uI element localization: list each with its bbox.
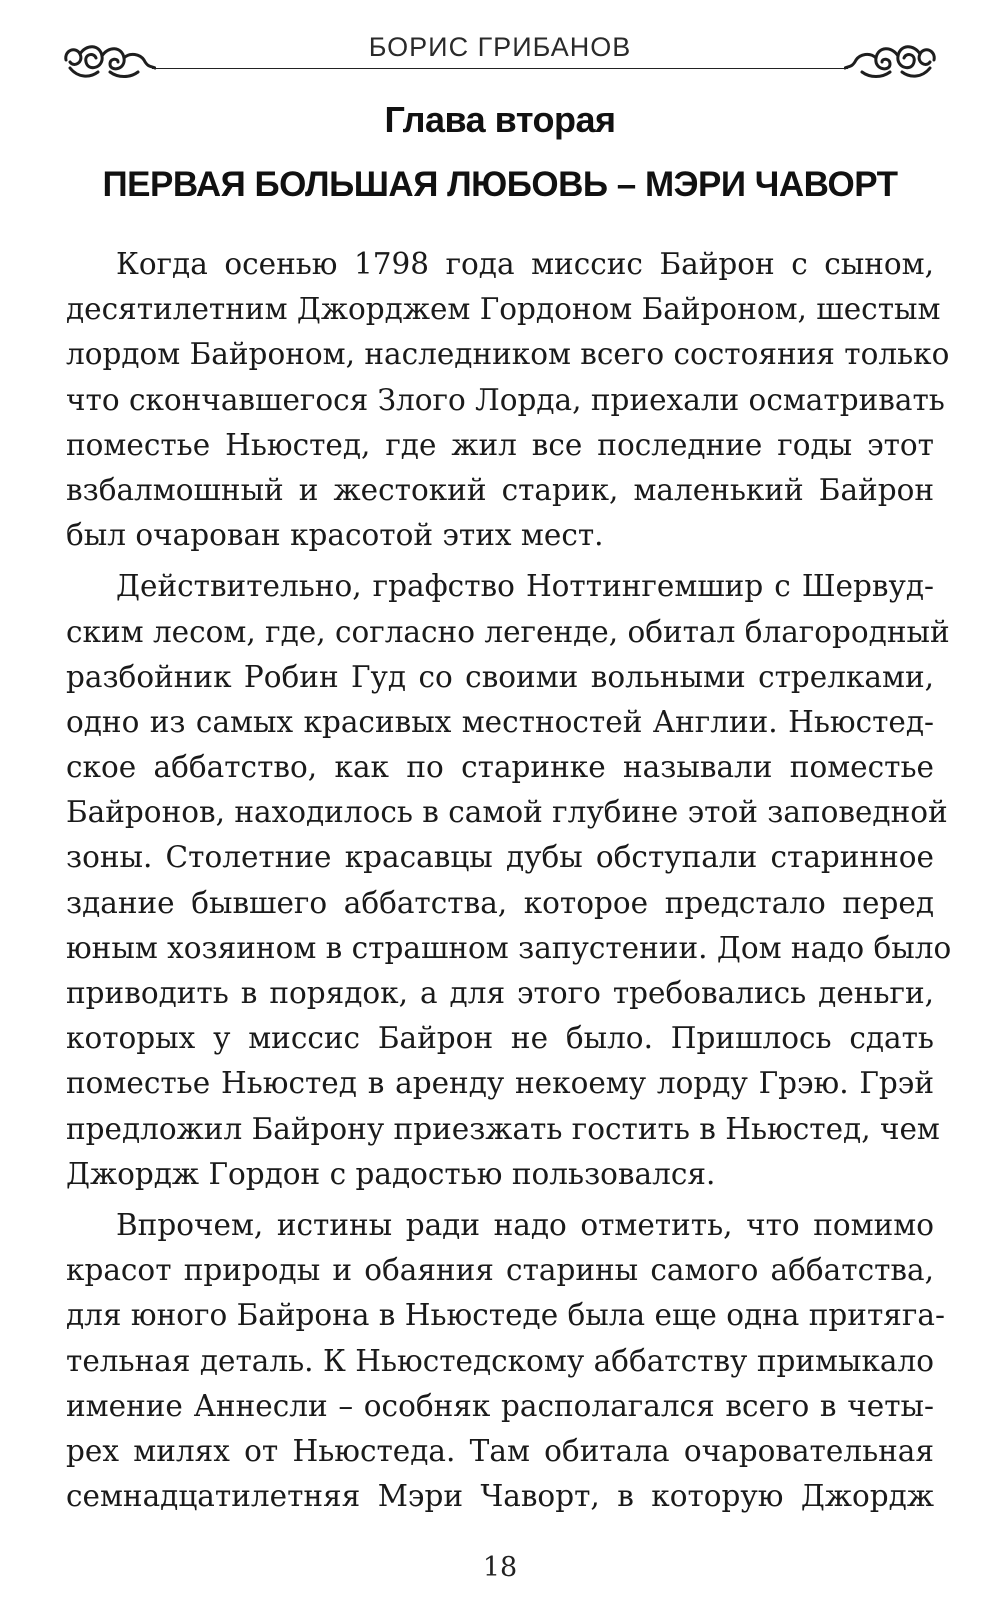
text-line: имение Аннесли – особняк располагался всего в четы- [66, 1388, 934, 1423]
text-line: десятилетним Джорджем Гордоном Байроном, шестым [66, 292, 941, 327]
running-header-author: БОРИС ГРИБАНОВ [368, 32, 632, 62]
text-line: что скончавшегося Злого Лорда, приехали осматривать [66, 382, 945, 417]
paragraph-3 [66, 1203, 945, 1519]
text-line: лордом Байроном, наследником всего состояния только [66, 337, 950, 372]
text-line: был очарован красотой этих мест. [66, 518, 604, 553]
text-line: здание бывшего аббатства, которое предстало перед [66, 885, 934, 920]
text-line: приводить в порядок, а для этого требовались деньги, [66, 976, 934, 1010]
running-header [60, 28, 940, 84]
text-line: Впрочем, истины ради надо отметить, что помимо [116, 1207, 934, 1242]
text-line: поместье Ньюстед, где жил все последние годы этот [66, 427, 934, 462]
text-line: одно из самых красивых местностей Англии. Ньюстед- [66, 704, 934, 739]
text-line: предложил Байрону приезжать гостить в Ньюстед, чем [66, 1111, 940, 1146]
page-number: 18 [482, 1552, 518, 1583]
text-line: разбойник Робин Гуд со своими вольными стрелками, [66, 659, 934, 694]
text-line: Когда осенью 1798 года миссис Байрон с сыном, [116, 247, 934, 281]
text-line: для юного Байрона в Ньюстеде была еще одна притяга- [66, 1298, 945, 1333]
text-line: семнадцатилетняя Мэри Чаворт, в которую Джордж [66, 1479, 934, 1514]
text-line: Байронов, находилось в самой глубине этой заповедной [66, 795, 948, 830]
text-line: красот природы и обаяния старины самого аббатства, [66, 1253, 934, 1288]
text-line: Джордж Гордон с радостью пользовался. [66, 1156, 716, 1191]
paragraph-1 [66, 242, 950, 558]
text-line: рех милях от Ньюстеда. Там обитала очаровательная [66, 1433, 934, 1468]
text-line: Действительно, графство Ноттингемшир с Шервуд- [116, 569, 934, 604]
text-line: зоны. Столетние красавцы дубы обступали старинное [66, 840, 934, 875]
flourish-ornament-right-icon [844, 38, 940, 88]
text-line: тельная деталь. К Ньюстедскому аббатству примыкало [66, 1343, 934, 1378]
body-text [66, 242, 952, 1519]
text-line: юным хозяином в страшном запустении. Дом надо было [66, 930, 952, 965]
text-line: которых у миссис Байрон не было. Пришлось сдать [66, 1021, 934, 1056]
chapter-title: ПЕРВАЯ БОЛЬШАЯ ЛЮБОВЬ – МЭРИ ЧАВОРТ [102, 165, 898, 204]
text-line: ское аббатство, как по старинке называли поместье [66, 750, 934, 785]
text-line: взбалмошный и жестокий старик, маленький Байрон [66, 472, 934, 507]
paragraph-2 [66, 564, 952, 1197]
text-line: поместье Ньюстед в аренду некоему лорду Грэю. Грэй [66, 1066, 934, 1101]
header-rule [152, 68, 848, 69]
chapter-label: Глава вторая [384, 99, 616, 140]
text-line: ским лесом, где, согласно легенде, обитал благородный [66, 614, 950, 649]
